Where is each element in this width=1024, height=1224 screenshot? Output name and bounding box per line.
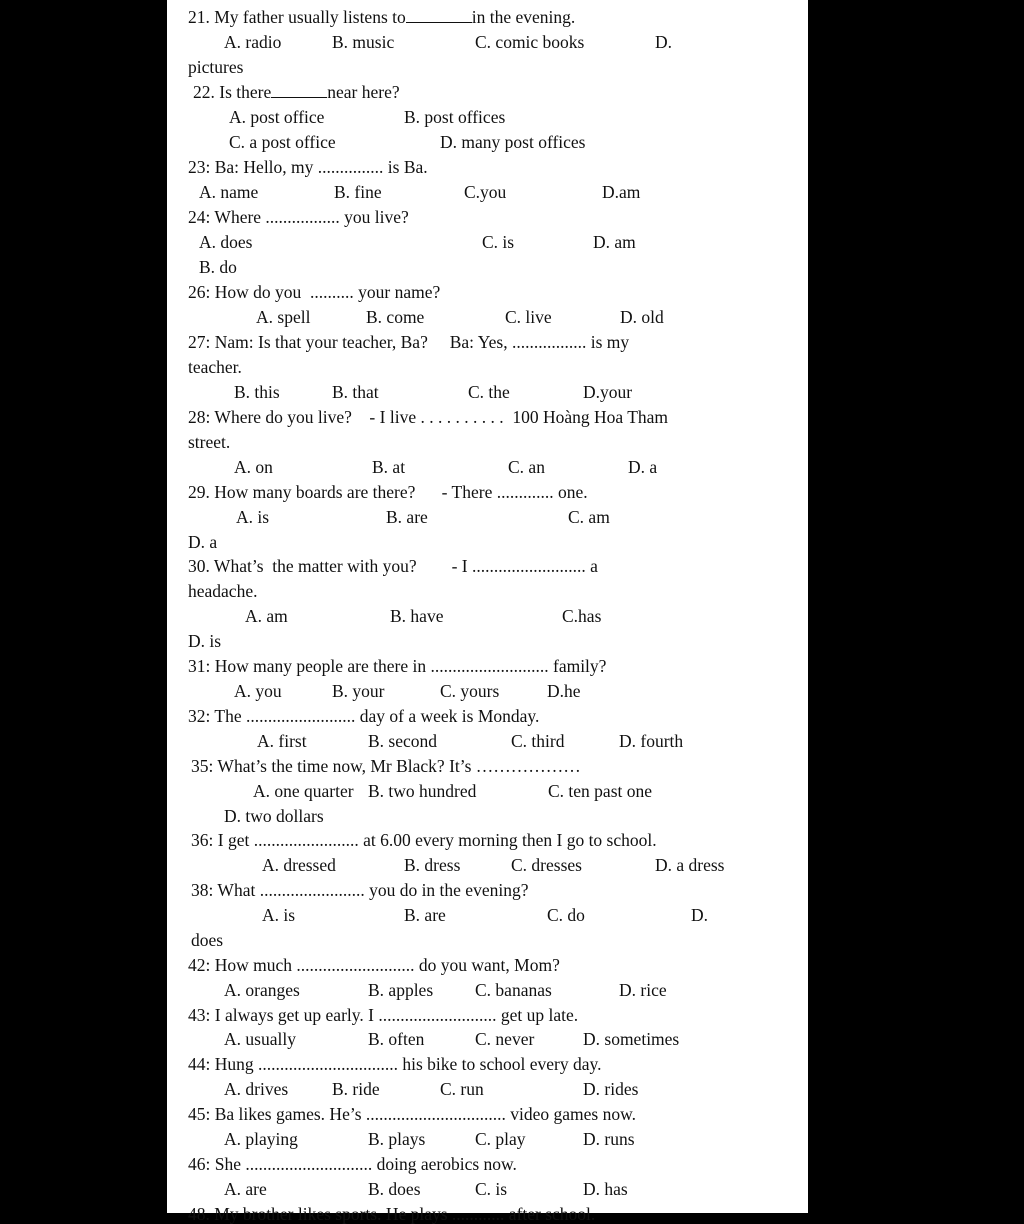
question-38-stem: 38: What ........................ you do in the evening? (191, 880, 529, 900)
option-d: D. sometimes (583, 1029, 680, 1049)
option-d: D. rides (583, 1079, 639, 1099)
option-a: A. one quarter (253, 781, 354, 801)
option-a: A. oranges (224, 980, 300, 1000)
option-d-wrap: does (191, 930, 224, 950)
option-c: C. never (475, 1029, 535, 1049)
option-a: A. first (257, 731, 307, 751)
option-a: B. this (234, 382, 280, 402)
option-a: A. usually (224, 1029, 296, 1049)
question-24-stem: 24: Where ................. you live? (188, 207, 409, 227)
option-d: D. a (188, 532, 218, 552)
option-d: D.your (583, 382, 633, 402)
option-c: C. an (508, 457, 545, 477)
question-36-stem: 36: I get ........................ at 6.00 every morning then I go to school. (191, 830, 657, 850)
question-32-stem: 32: The ......................... day of a week is Monday. (188, 706, 540, 726)
option-d: D. fourth (619, 731, 684, 751)
option-b: B. do (199, 257, 237, 277)
option-c: C. am (568, 507, 610, 527)
option-d: D. (655, 32, 673, 52)
option-a: A. are (224, 1179, 267, 1199)
question-44-stem: 44: Hung ................................ his bike to school every day. (188, 1054, 602, 1074)
question-27-stem-wrap: teacher. (188, 357, 242, 377)
option-c: C. do (547, 905, 585, 925)
question-30-stem-wrap: headache. (188, 581, 258, 601)
option-a: A. on (234, 457, 273, 477)
option-a: A. radio (224, 32, 282, 52)
option-b: B. that (332, 382, 379, 402)
option-c: C. bananas (475, 980, 552, 1000)
question-48-stem-cut-off: 48. My brother likes sports. He plays ............ after school. (188, 1204, 596, 1224)
option-c: C. live (505, 307, 552, 327)
option-b: B. second (368, 731, 438, 751)
option-a: A. is (262, 905, 296, 925)
question-29-stem: 29. How many boards are there? - There ............. one. (188, 482, 588, 502)
option-d: D. a (628, 457, 658, 477)
question-30-stem: 30. What’s the matter with you? - I .......................... a (188, 556, 598, 576)
question-43-stem: 43: I always get up early. I ........................... get up late. (188, 1005, 579, 1025)
option-d: D. many post offices (440, 132, 586, 152)
option-c: C. play (475, 1129, 526, 1149)
question-26-stem: 26: How do you .......... your name? (188, 282, 441, 302)
option-a: A. dressed (262, 855, 336, 875)
option-b: B. dress (404, 855, 461, 875)
option-a: A. spell (256, 307, 311, 327)
option-c: C. ten past one (548, 781, 653, 801)
option-a: A. drives (224, 1079, 289, 1099)
option-a: A. am (245, 606, 288, 626)
option-b: B. are (386, 507, 428, 527)
question-27-stem: 27: Nam: Is that your teacher, Ba? Ba: Yes, ................. is my (188, 332, 630, 352)
option-a: A. does (199, 232, 253, 252)
option-b: B. plays (368, 1129, 426, 1149)
option-c: C.you (464, 182, 507, 202)
option-d: D.am (602, 182, 641, 202)
question-28-stem: 28: Where do you live? - I live . . . . . . . . . . 100 Hoàng Hoa Tham (188, 407, 669, 427)
option-b: B. your (332, 681, 385, 701)
question-42-stem: 42: How much ........................... do you want, Mom? (188, 955, 560, 975)
option-d: D. rice (619, 980, 667, 1000)
option-a: A. is (236, 507, 270, 527)
option-b: B. two hundred (368, 781, 477, 801)
option-b: B. does (368, 1179, 421, 1199)
option-d: D. has (583, 1179, 628, 1199)
option-d: D. a dress (655, 855, 725, 875)
option-b: B. have (390, 606, 444, 626)
option-d: D. is (188, 631, 222, 651)
option-b: B. are (404, 905, 446, 925)
option-d: D. old (620, 307, 664, 327)
option-b: B. ride (332, 1079, 380, 1099)
option-d-wrap: pictures (188, 57, 244, 77)
option-c: C. comic books (475, 32, 585, 52)
question-46-stem: 46: She ............................. doing aerobics now. (188, 1154, 517, 1174)
question-21-stem: 21. My father usually listens to in the evening. (188, 7, 576, 27)
option-c: C. dresses (511, 855, 582, 875)
option-c: C.has (562, 606, 602, 626)
question-31-stem: 31: How many people are there in ........................... family? (188, 656, 607, 676)
answer-blank (406, 8, 472, 23)
option-d: D. runs (583, 1129, 635, 1149)
option-c: C. is (482, 232, 515, 252)
question-35-stem: 35: What’s the time now, Mr Black? It’s ……………… (191, 756, 581, 776)
worksheet-page (167, 0, 808, 1224)
option-a: A. post office (229, 107, 325, 127)
question-45-stem: 45: Ba likes games. He’s ................................ video games now. (188, 1104, 636, 1124)
option-b: B. apples (368, 980, 434, 1000)
option-c: C. run (440, 1079, 484, 1099)
option-a: A. you (234, 681, 282, 701)
option-b: B. post offices (404, 107, 506, 127)
option-c: C. third (511, 731, 565, 751)
question-23-stem: 23: Ba: Hello, my ............... is Ba. (188, 157, 428, 177)
option-b: B. music (332, 32, 395, 52)
option-a: A. name (199, 182, 259, 202)
question-22-stem: 22. Is there near here? (193, 82, 400, 102)
option-a: A. playing (224, 1129, 298, 1149)
option-d: D.he (547, 681, 581, 701)
option-b: B. come (366, 307, 425, 327)
option-c: C. a post office (229, 132, 336, 152)
answer-blank (271, 83, 327, 98)
question-28-stem-wrap: street. (188, 432, 231, 452)
option-b: B. often (368, 1029, 425, 1049)
option-c: C. is (475, 1179, 508, 1199)
option-c: C. yours (440, 681, 500, 701)
option-d: D. two dollars (224, 806, 324, 826)
option-d: D. (691, 905, 709, 925)
option-b: B. fine (334, 182, 382, 202)
option-d: D. am (593, 232, 636, 252)
option-b: B. at (372, 457, 406, 477)
option-c: C. the (468, 382, 510, 402)
